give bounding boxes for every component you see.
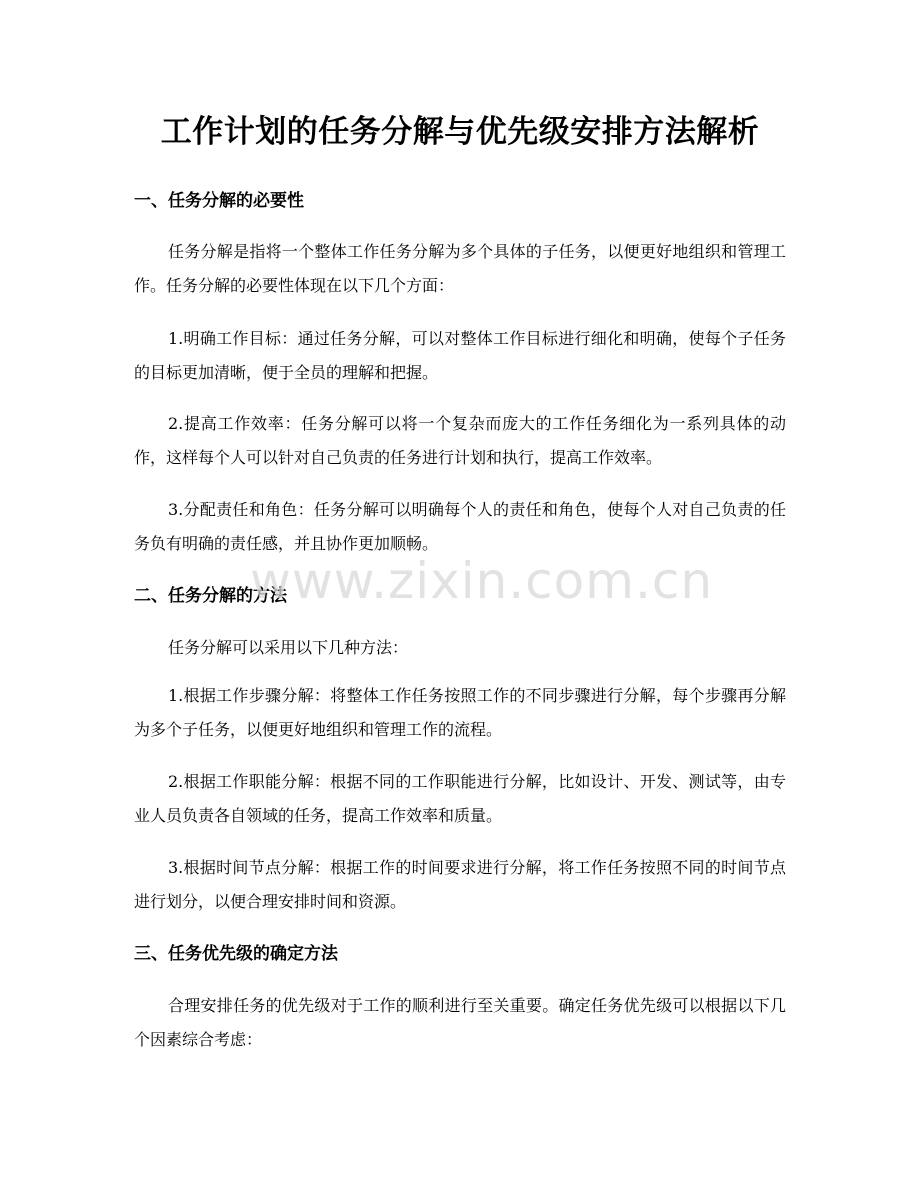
section-2-paragraph-4: 3.根据时间节点分解：根据工作的时间要求进行分解，将工作任务按照不同的时间节点进行划分，以便合理安排时间和资源。 — [134, 858, 786, 911]
section-heading-2: 二、任务分解的方法 — [134, 586, 287, 606]
section-2-paragraph-3: 2.根据工作职能分解：根据不同的工作职能进行分解，比如设计、开发、测试等，由专业人员负责各自领域的任务，提高工作效率和质量。 — [134, 772, 786, 825]
document-title: 工作计划的任务分解与优先级安排方法解析 — [160, 114, 760, 150]
watermark: www.zixin.com.cn — [250, 552, 714, 610]
section-3-paragraph-1: 合理安排任务的优先级对于工作的顺利进行至关重要。确定任务优先级可以根据以下几个因素综合考虑： — [134, 996, 786, 1049]
section-1-paragraph-1: 任务分解是指将一个整体工作任务分解为多个具体的子任务，以便更好地组织和管理工作。任务分解的必要性体现在以下几个方面： — [134, 242, 786, 295]
section-heading-3: 三、任务优先级的确定方法 — [134, 944, 338, 964]
section-2-paragraph-2: 1.根据工作步骤分解：将整体工作任务按照工作的不同步骤进行分解，每个步骤再分解为多个子任务，以便更好地组织和管理工作的流程。 — [134, 686, 786, 739]
section-1-paragraph-3: 2.提高工作效率：任务分解可以将一个复杂而庞大的工作任务细化为一系列具体的动作，这样每个人可以针对自己负责的任务进行计划和执行，提高工作效率。 — [134, 414, 786, 467]
section-1-paragraph-2: 1.明确工作目标：通过任务分解，可以对整体工作目标进行细化和明确，使每个子任务的目标更加清晰，便于全员的理解和把握。 — [134, 329, 786, 382]
section-1-paragraph-4: 3.分配责任和角色：任务分解可以明确每个人的责任和角色，使每个人对自己负责的任务负有明确的责任感，并且协作更加顺畅。 — [134, 500, 786, 553]
section-heading-1: 一、任务分解的必要性 — [134, 191, 304, 211]
section-2-paragraph-1: 任务分解可以采用以下几种方法： — [168, 638, 409, 657]
